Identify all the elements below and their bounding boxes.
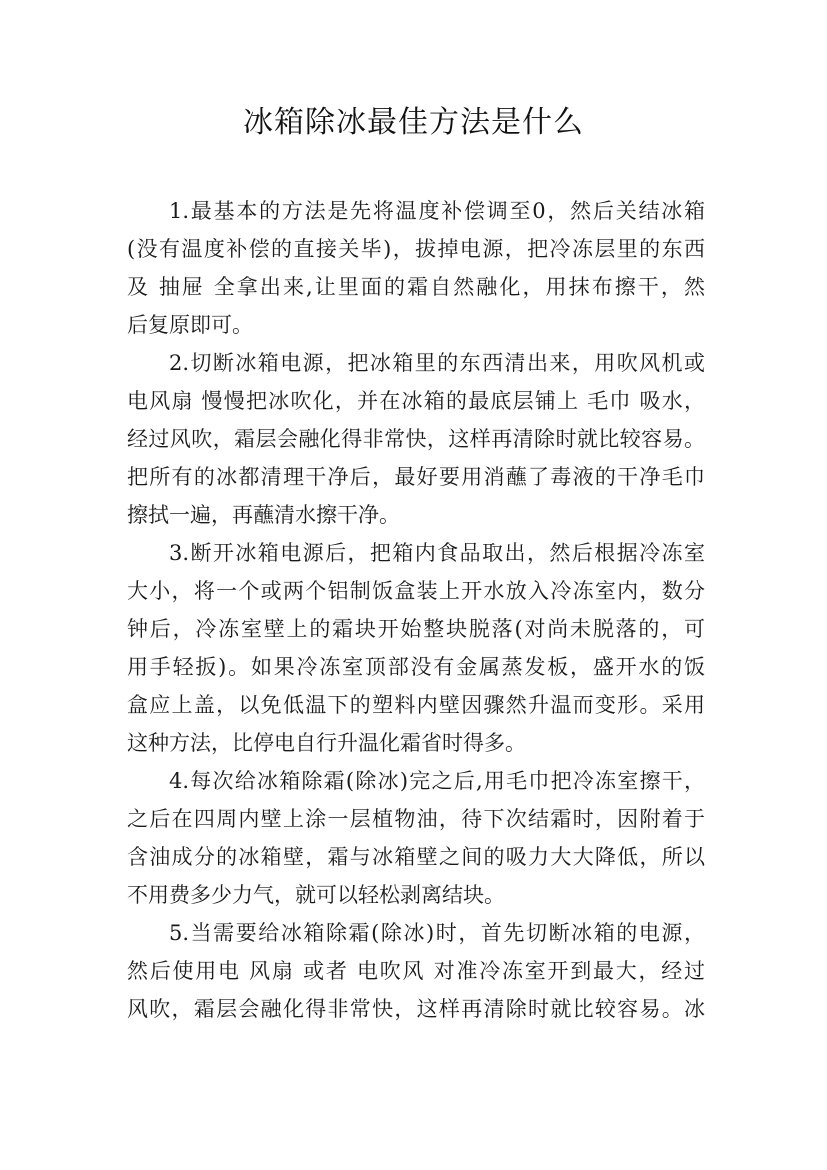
- paragraph-line: 风吹，霜层会融化得非常快，这样再清除时就比较容易。冰: [127, 997, 705, 1021]
- paragraph-3: [127, 534, 705, 762]
- paragraph-line: 经过风吹，霜层会融化得非常快，这样再清除时就比较容易。: [127, 427, 705, 451]
- paragraph-line: 含油成分的冰箱壁，霜与冰箱壁之间的吸力大大降低，所以: [127, 845, 705, 869]
- paragraph-line: 这种方法，比停电自行升温化霜省时得多。: [127, 731, 526, 755]
- paragraph-line: 擦拭一遍，再蘸清水擦干净。: [127, 503, 400, 527]
- document-title: 冰箱除冰最佳方法是什么: [243, 105, 584, 140]
- paragraph-line: 钟后，冷冻室壁上的霜块开始整块脱落(对尚未脱落的，可: [127, 617, 705, 641]
- paragraph-line: 后复原即可。: [127, 313, 253, 337]
- paragraph-line: 2.切断冰箱电源，把冰箱里的东西清出来，用吹风机或: [169, 351, 705, 375]
- paragraph-line: 然后使用电 风扇 或者 电吹风 对准冷冻室开到最大，经过: [127, 959, 705, 983]
- paragraph-line: 1.最基本的方法是先将温度补偿调至0，然后关结冰箱: [169, 199, 705, 223]
- paragraph-4: [127, 762, 705, 914]
- paragraph-line: 及 抽屉 全拿出来,让里面的霜自然融化，用抹布擦干，然: [127, 275, 705, 299]
- paragraph-line: 大小，将一个或两个铝制饭盒装上开水放入冷冻室内，数分: [127, 579, 705, 603]
- paragraph-line: 不用费多少力气，就可以轻松剥离结块。: [127, 883, 505, 907]
- paragraph-line: 把所有的冰都清理干净后，最好要用消蘸了毒液的干净毛巾: [127, 465, 705, 489]
- paragraph-2: [127, 344, 705, 534]
- paragraph-line: 之后在四周内壁上涂一层植物油，待下次结霜时，因附着于: [127, 807, 705, 831]
- paragraph-5: [127, 914, 705, 1028]
- paragraph-line: 电风扇 慢慢把冰吹化，并在冰箱的最底层铺上 毛巾 吸水，: [127, 389, 705, 413]
- paragraph-line: 5.当需要给冰箱除霜(除冰)时，首先切断冰箱的电源，: [169, 921, 705, 945]
- paragraph-line: 用手轻扳)。如果冷冻室顶部没有金属蒸发板，盛开水的饭: [127, 655, 705, 679]
- document-body: [127, 192, 705, 1028]
- paragraph-line: (没有温度补偿的直接关毕)，拔掉电源，把冷冻层里的东西: [127, 237, 705, 261]
- paragraph-line: 盒应上盖，以免低温下的塑料内壁因骤然升温而变形。采用: [127, 693, 705, 717]
- paragraph-line: 4.每次给冰箱除霜(除冰)完之后,用毛巾把冷冻室擦干，: [169, 769, 705, 793]
- paragraph-line: 3.断开冰箱电源后，把箱内食品取出，然后根据冷冻室: [169, 541, 705, 565]
- paragraph-1: [127, 192, 705, 344]
